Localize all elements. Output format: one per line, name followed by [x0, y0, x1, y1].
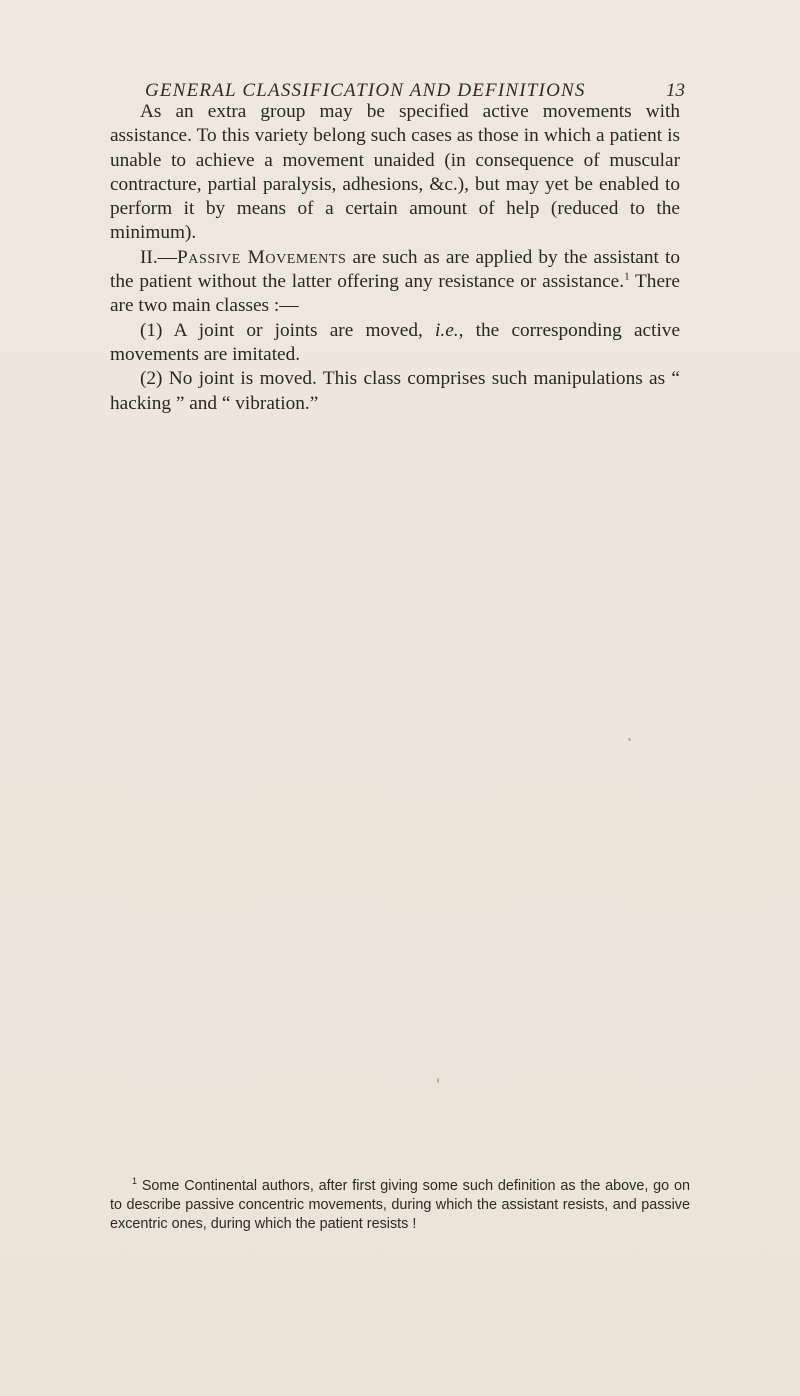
page-number: 13: [666, 80, 685, 101]
paragraph-text: are such as are applied by the assistant to the patient without the latter offering any resistance or assistance.: [110, 246, 680, 293]
running-title: GENERAL CLASSIFICATION AND DEFINITIONS: [145, 80, 586, 101]
paragraph-passive-movements: [110, 246, 680, 319]
paper-speck: [628, 738, 631, 741]
paragraph-text: (1) A joint or joints are moved,: [140, 319, 436, 341]
paper-speck: [437, 1078, 439, 1083]
paragraph-assisted-movements: As an extra group may be specified active movements with assistance. To this variety belong such cases as those in which a patient is unable to achieve a movement unaided (in consequence of muscular contracture, partial paralysis, adhesions, &c.), but may yet be enabled to perform it by means of a certain amount of help (reduced to the minimum).: [110, 101, 680, 244]
footnote-reference: 1: [624, 270, 630, 283]
main-text: [110, 100, 680, 416]
paragraph-class-one: [110, 319, 680, 368]
footnote-mark: 1: [132, 1176, 138, 1187]
section-heading: Passive Movements: [176, 246, 347, 268]
footnote: [110, 1177, 690, 1234]
section-numeral: II.—: [140, 246, 177, 268]
paragraph-text: There are two main classes :—: [110, 271, 680, 317]
paragraph-text: , the corresponding active movements are imitated.: [110, 319, 681, 365]
footnote-text: Some Continental authors, after first giving some such definition as the above, go on to describe passive concentric movements, during which the assistant resists, and passive excentric ones, during which the patient resists !: [110, 1178, 690, 1232]
italic-abbreviation: i.e.: [435, 319, 459, 341]
paragraph-class-two: (2) No joint is moved. This class comprises such manipulations as “ hacking ” and “ vibration.”: [110, 368, 680, 414]
